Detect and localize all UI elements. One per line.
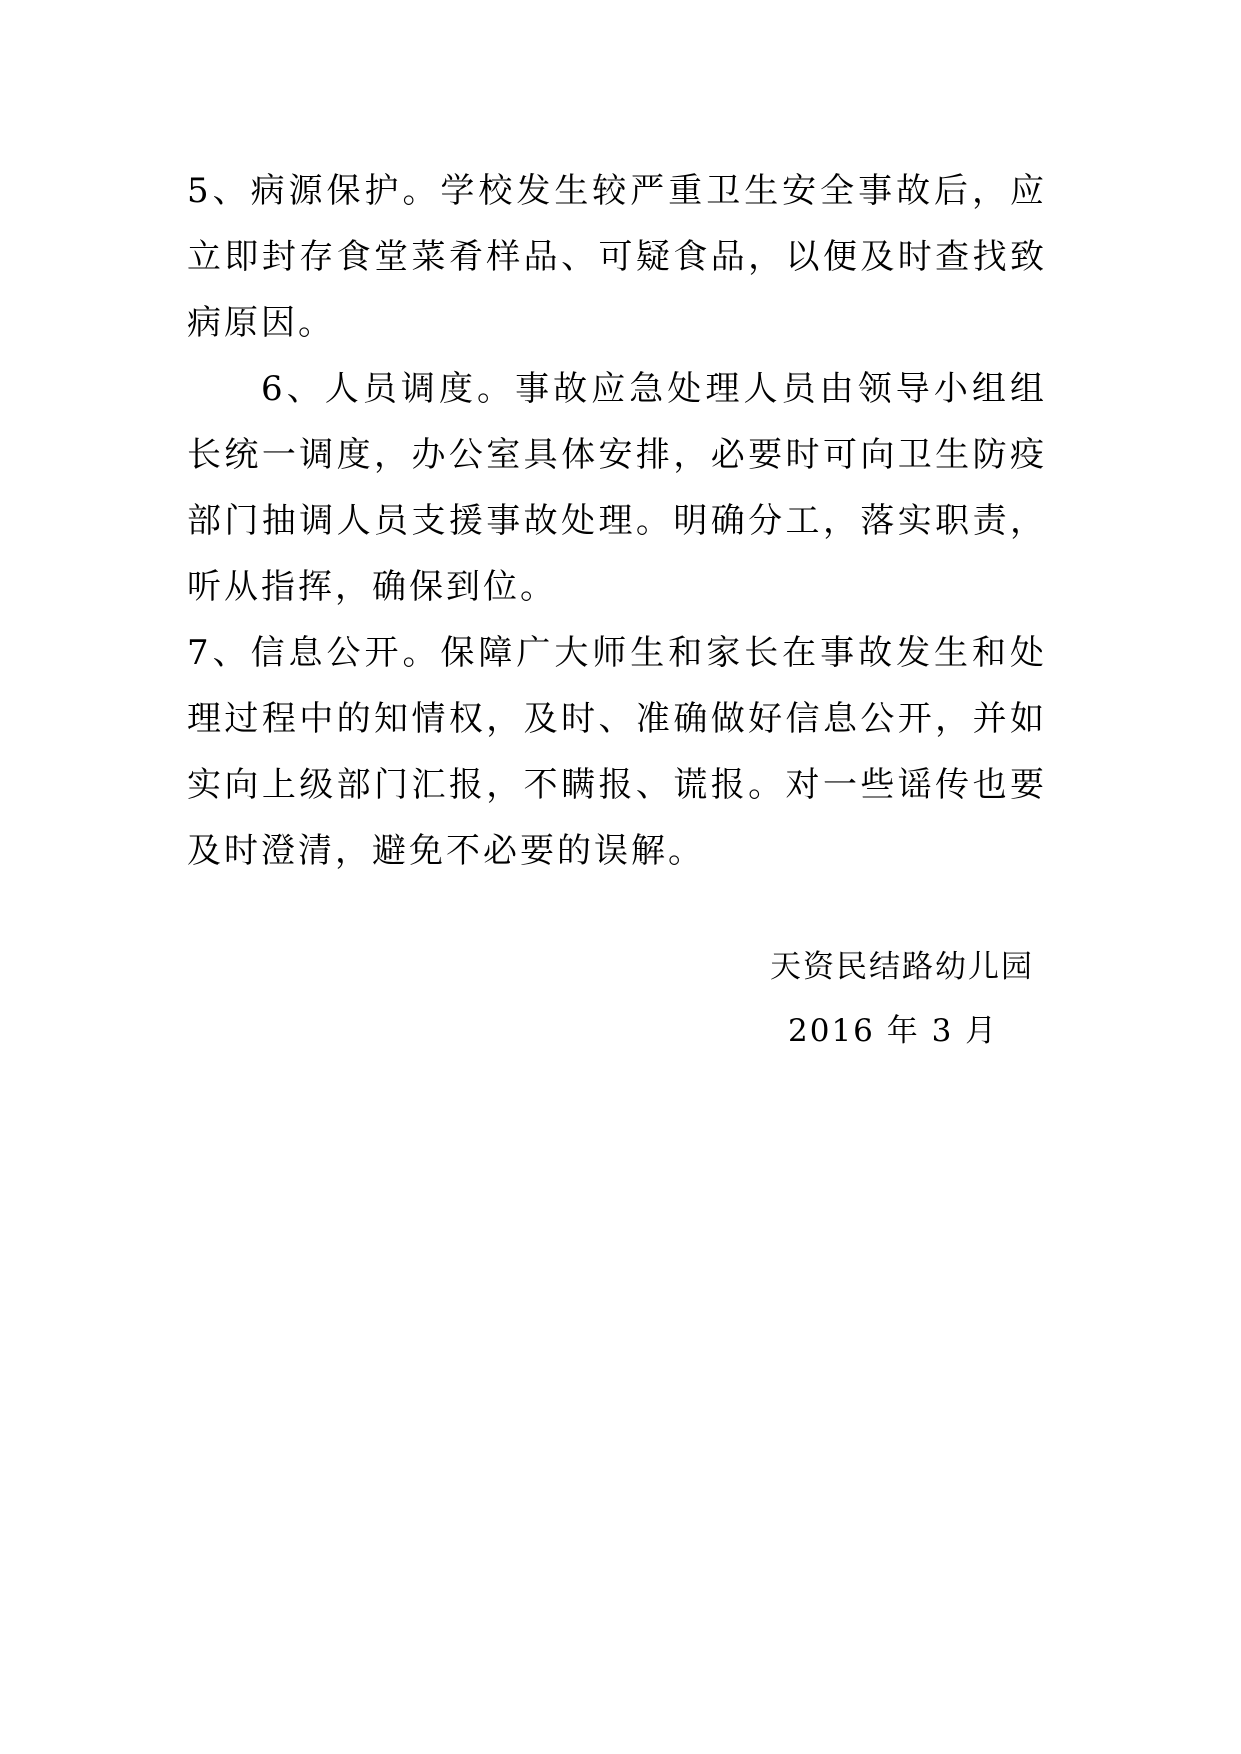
paragraph-item-6: 6、人员调度。事故应急处理人员由领导小组组长统一调度，办公室具体安排，必要时可向卫生防疫部门抽调人员支援事故处理。明确分工，落实职责，听从指挥，确保到位。 <box>187 369 1047 607</box>
signature-block <box>740 935 1080 1063</box>
signature-organization: 天资民结路幼儿园 <box>770 949 1034 985</box>
paragraph-item-7: 7、信息公开。保障广大师生和家长在事故发生和处理过程中的知情权，及时、准确做好信息公开，并如实向上级部门汇报，不瞒报、谎报。对一些谣传也要及时澄清，避免不必要的误解。 <box>187 633 1047 871</box>
document-body <box>187 158 1047 884</box>
paragraph-item-5: 5、病源保护。学校发生较严重卫生安全事故后，应立即封存食堂菜肴样品、可疑食品，以便及时查找致病原因。 <box>187 171 1047 343</box>
signature-date: 2016 年 3 月 <box>788 1013 999 1049</box>
